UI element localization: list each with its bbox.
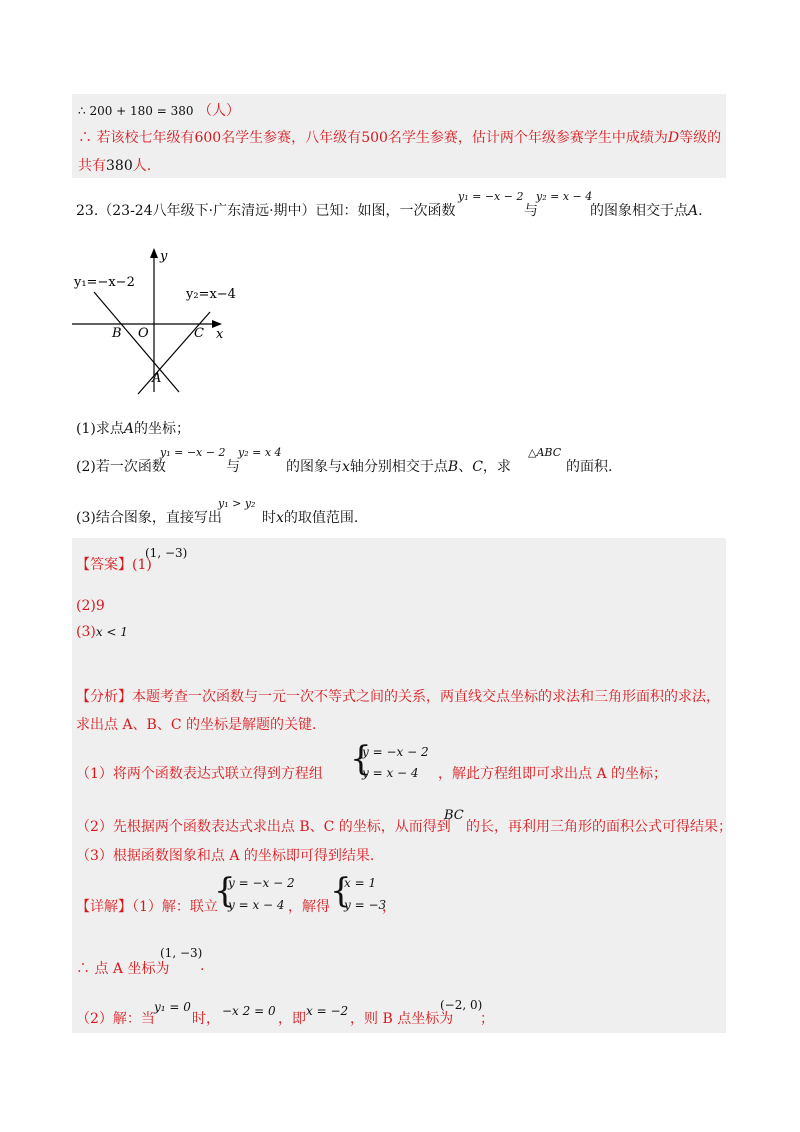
detail-line-1 [76,896,218,916]
part-3-text: 的取值范围. [283,510,359,526]
part-2-text: 的图象与 [286,459,342,475]
detail-equation: −x 2 = 0 [222,1004,276,1018]
detail-comma: ， [382,899,396,915]
point-C: C [194,326,204,341]
prev-sum-equation: ∴ 200 + 180 = 380 [78,104,194,118]
part-2-x: x [342,459,350,475]
analysis-step-1: （1）将两个函数表达式联立得到方程组 [76,766,323,782]
part-2-end: 的面积. [566,459,613,475]
part-2-f1: y₁ = −x − 2 [160,446,226,459]
answer-1-value: (1, −3) [145,546,188,560]
function-graph [66,242,236,402]
prev-number: 600 [194,130,222,146]
axis-label-y: y [160,249,168,264]
part-2-with: 与 [226,459,240,475]
detail-period: . [200,958,205,974]
answer-tag: 【答案】 [76,557,132,573]
detail-eq-2: y = x − 4 [228,898,285,912]
point-A: A [152,371,162,386]
question-number: 23. [76,203,99,219]
detail-brace-2: { [330,871,352,911]
analysis-step-2: （2）先根据两个函数表达式求出点 B、C 的坐标，从而得到 [76,819,451,835]
system-eq-1: y = −x − 2 [362,745,429,759]
prev-number: 500 [361,130,388,146]
analysis-line-2: 求出点 A、B、C 的坐标是解题的关键. [76,717,317,733]
part-2-B: B [447,459,459,475]
part-3-rest [262,507,358,527]
prev-text: 名学生参赛，估计两个年级参赛学生中成绩为 [387,130,668,146]
prev-text: 等级的 [679,130,722,146]
point-B: B [112,326,122,341]
detail-when: 时， [192,1011,220,1027]
prev-text: 名学生参赛，八年级有 [221,130,362,146]
answer-line-1 [76,554,152,574]
detail-that-is: ，即 [278,1011,306,1027]
detail-b-coord-text: ，则 B 点坐标为 [350,1011,454,1027]
part-2-text: 轴分别相交于点 [349,459,448,475]
detail-sol-x: x = 1 [344,876,377,890]
system-brace: { [350,739,372,779]
question-tail-text: 的图象相交于点 [590,203,688,219]
analysis-text: 本题考查一次函数与一元一次不等式之间的关系，两直线交点坐标的求法和三角形面积的求法， [132,689,720,705]
analysis-step-3: （3）根据函数图象和点 A 的坐标即可得到结果. [76,848,375,864]
question-with: 与 [524,203,538,219]
question-f2: y₂ = x − 4 [536,190,593,203]
question-f1: y₁ = −x − 2 [458,190,524,203]
part-2-triangle: △ABC [528,446,562,459]
detail-sol-y: y = −3 [344,898,387,912]
detail-semicolon: ； [480,1011,494,1027]
answer-2: (2)9 [76,598,105,614]
part-2-prefix: (2)若一次函数 [76,459,166,475]
prev-text: ∴ 若该校七年级有 [78,130,195,146]
detail-eq-1: y = −x − 2 [228,876,295,890]
detail-line-2: ∴ 点 A 坐标为 [76,961,170,977]
part-1-point: A [123,421,134,437]
question-point: A [688,203,699,219]
detail-x-value: x = −2 [306,1004,349,1018]
axis-label-x: x [216,327,224,342]
part-1-text: (1)求点 [76,421,124,437]
detail-line-3: （2）解：当 [76,1011,155,1027]
analysis-step-2-rest: 的长，再利用三角形的面积公式可得结果； [466,819,732,835]
detail-tag: 【详解】 [76,899,132,915]
part-3-text: 时 [262,510,276,526]
label-y2: y₂=x−4 [186,287,236,302]
prev-line-1 [78,100,240,120]
detail-solve-text: ，解得 [288,899,330,915]
prev-number: 380 [106,158,133,174]
part-3-x: x [276,510,284,526]
y-axis-arrow [150,248,158,258]
question-stem [76,200,456,220]
part-3-prefix: (3)结合图象，直接写出 [76,510,222,526]
prev-line-2 [78,127,721,147]
prev-text: 人. [132,158,152,174]
system-eq-2: y = x − 4 [362,766,419,780]
analysis-line-1 [76,686,720,706]
question-tail [590,200,703,220]
prev-text: 共有 [78,158,106,174]
prev-unit: （人） [197,103,240,119]
answer-3 [76,624,128,640]
part-2-C: C [472,459,483,475]
detail-text: （1）解：联立 [132,899,218,915]
part-1-text: 的坐标； [133,421,190,437]
point-O: O [138,326,149,341]
analysis-bc: BC [444,808,464,823]
answer-3-prefix: (3) [76,624,96,640]
detail-condition: y₁ = 0 [154,1000,191,1014]
detail-point-b: (−2, 0) [440,998,483,1012]
question-source: （23-24八年级下·广东清远·期中）已知：如图，一次函数 [98,203,456,219]
line-y1 [94,292,179,392]
label-y1: y₁=−x−2 [74,275,135,290]
analysis-step-1-rest: ，解此方程组即可求出点 A 的坐标； [438,766,668,782]
part-2-rest [286,456,511,476]
part-2-text: ，求 [482,459,511,475]
answer-1-prefix: (1) [132,557,152,573]
prev-grade: D [667,130,680,146]
detail-brace-1: { [214,871,236,911]
part-1 [76,418,190,438]
detail-point-a: (1, −3) [160,946,203,960]
analysis-tag: 【分析】 [76,689,132,705]
answer-3-value: x < 1 [95,625,128,639]
part-3-inequality: y₁ > y₂ [218,497,256,510]
question-period: . [698,203,703,219]
prev-line-3 [78,155,151,175]
part-2-sep: 、 [458,459,473,475]
part-2-f2: y₂ = x 4 [238,446,282,459]
